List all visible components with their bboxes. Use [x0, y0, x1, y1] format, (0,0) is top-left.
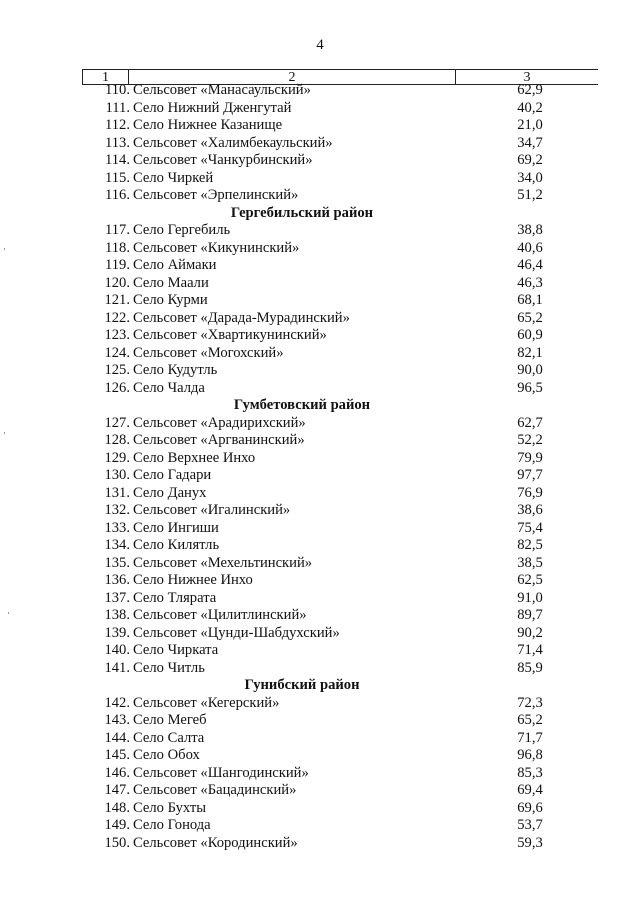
row-number: 121. [104, 292, 130, 308]
row-number: 142. [104, 694, 130, 711]
row-value: 34,0 [517, 169, 543, 186]
row-value: 71,7 [517, 729, 543, 746]
row-number: 137. [104, 589, 130, 606]
row-value: 85,9 [517, 659, 543, 676]
settlement-name: Село Аймаки [133, 257, 217, 273]
settlement-name: Сельсовет «Могохский» [133, 344, 284, 361]
row-value: 65,2 [517, 712, 543, 728]
row-value: 90,2 [517, 624, 543, 641]
scan-speck [8, 612, 9, 614]
column-header-3: 3 [456, 70, 599, 85]
district-heading: Гунибский район [244, 677, 360, 693]
table-row [82, 100, 598, 118]
row-value: 90,0 [517, 362, 543, 378]
table-row [82, 82, 598, 100]
row-number: 143. [104, 712, 130, 728]
district-heading: Гергебильский район [230, 204, 374, 221]
settlement-name: Село Бухты [133, 799, 207, 816]
row-value: 68,1 [517, 292, 543, 308]
settlement-name: Село Килятль [133, 537, 220, 553]
settlement-name: Сельсовет «Эрпелинский» [133, 187, 299, 203]
row-value: 72,3 [517, 694, 543, 711]
settlement-name: Сельсовет «Мехельтинский» [133, 554, 313, 571]
row-value: 91,0 [517, 589, 543, 606]
settlement-name: Село Читль [133, 659, 205, 676]
table-row [82, 310, 598, 328]
row-number: 110. [105, 82, 130, 98]
row-number: 125. [104, 362, 130, 378]
row-value: 96,5 [517, 379, 543, 396]
row-number: 141. [104, 659, 130, 676]
table-row [82, 642, 598, 660]
row-number: 119. [105, 257, 130, 273]
settlement-name: Сельсовет «Кегерский» [133, 694, 280, 711]
settlement-name: Село Мегеб [133, 712, 207, 728]
row-number: 118. [105, 239, 130, 256]
settlement-name: Сельсовет «Аргванинский» [133, 432, 305, 448]
row-number: 115. [105, 169, 130, 186]
row-number: 124. [104, 344, 130, 361]
table-row [82, 782, 598, 800]
table-row [82, 345, 598, 363]
row-number: 111. [105, 99, 130, 116]
row-number: 113. [105, 134, 130, 151]
row-number: 112. [105, 117, 130, 133]
row-value: 21,0 [517, 117, 543, 133]
settlement-name: Село Чиркей [133, 169, 214, 186]
settlement-table-body [82, 82, 598, 852]
settlement-name: Село Тлярата [133, 589, 217, 606]
row-value: 34,7 [517, 134, 543, 151]
row-value: 46,4 [517, 257, 543, 273]
table-row [82, 135, 598, 153]
settlement-name: Село Нижнее Казанище [133, 117, 283, 133]
settlement-name: Сельсовет «Цунди-Шабдухский» [133, 624, 340, 641]
table-row [82, 450, 598, 468]
table-row [82, 660, 598, 678]
table-row [82, 362, 598, 380]
row-value: 62,5 [517, 572, 543, 588]
settlement-name: Сельсовет «Шангодинский» [133, 764, 309, 781]
table-row [82, 222, 598, 240]
table-row [82, 572, 598, 590]
row-number: 120. [104, 274, 130, 291]
row-value: 69,4 [517, 782, 543, 798]
row-number: 116. [105, 187, 130, 203]
row-value: 38,6 [517, 502, 543, 518]
row-value: 38,8 [517, 222, 543, 238]
row-value: 59,3 [517, 834, 543, 851]
settlement-name: Село Кудутль [133, 362, 218, 378]
row-number: 131. [104, 484, 130, 501]
settlement-name: Сельсовет «Манасаульский» [133, 82, 311, 98]
row-value: 62,9 [517, 82, 543, 98]
row-value: 85,3 [517, 764, 543, 781]
row-value: 69,2 [517, 152, 543, 168]
column-header-1: 1 [83, 70, 129, 85]
scan-speck [4, 248, 5, 250]
row-number: 127. [104, 414, 130, 431]
settlement-name: Село Нижнее Инхо [133, 572, 253, 588]
row-number: 146. [104, 764, 130, 781]
table-row [82, 555, 598, 573]
settlement-name: Село Гонода [133, 817, 211, 833]
table-row [82, 485, 598, 503]
table-row [82, 800, 598, 818]
table-row [82, 590, 598, 608]
settlement-name: Село Верхнее Инхо [133, 449, 256, 466]
table-row [82, 467, 598, 485]
table-row [82, 537, 598, 555]
settlement-name: Село Салта [133, 729, 205, 746]
table-row [82, 380, 598, 398]
row-value: 96,8 [517, 747, 543, 763]
table-row [82, 817, 598, 835]
district-heading: Гумбетовский район [233, 397, 371, 413]
settlement-name: Сельсовет «Хвартикунинский» [133, 327, 327, 343]
row-number: 114. [105, 152, 130, 168]
table-row [82, 765, 598, 783]
row-number: 139. [104, 624, 130, 641]
table-row [82, 292, 598, 310]
settlement-name: Сельсовет «Игалинский» [133, 502, 291, 518]
settlement-name: Сельсовет «Дарада-Мурадинский» [133, 309, 350, 326]
row-value: 89,7 [517, 607, 543, 623]
table-row [82, 625, 598, 643]
row-value: 38,5 [517, 554, 543, 571]
row-number: 150. [104, 834, 130, 851]
settlement-name: Сельсовет «Халимбекаульский» [133, 134, 333, 151]
row-value: 62,7 [517, 414, 543, 431]
row-value: 53,7 [517, 817, 543, 833]
column-header-2: 2 [129, 70, 456, 85]
row-number: 128. [104, 432, 130, 448]
table-row [82, 712, 598, 730]
row-value: 65,2 [517, 309, 543, 326]
row-value: 40,6 [517, 239, 543, 256]
settlement-name: Село Гадари [133, 467, 212, 483]
row-value: 71,4 [517, 642, 543, 658]
row-number: 136. [104, 572, 130, 588]
row-number: 149. [104, 817, 130, 833]
row-number: 117. [105, 222, 130, 238]
settlement-name: Село Маали [133, 274, 209, 291]
row-value: 97,7 [517, 467, 543, 483]
settlement-name: Село Данух [133, 484, 207, 501]
row-value: 40,2 [517, 99, 543, 116]
table-row [82, 257, 598, 275]
row-value: 51,2 [517, 187, 543, 203]
table-row [82, 520, 598, 538]
scan-speck [4, 432, 5, 434]
row-value: 75,4 [517, 519, 543, 536]
row-number: 135. [104, 554, 130, 571]
row-number: 145. [104, 747, 130, 763]
row-value: 60,9 [517, 327, 543, 343]
row-number: 134. [104, 537, 130, 553]
settlement-name: Сельсовет «Кикунинский» [133, 239, 300, 256]
settlement-name: Село Обох [133, 747, 200, 763]
row-number: 144. [104, 729, 130, 746]
table-row [82, 607, 598, 625]
table-row [82, 432, 598, 450]
table-row [82, 152, 598, 170]
row-number: 148. [104, 799, 130, 816]
table-row [82, 117, 598, 135]
row-value: 69,6 [517, 799, 543, 816]
table-row [82, 695, 598, 713]
settlement-name: Село Чалда [133, 379, 205, 396]
table-row [82, 187, 598, 205]
table-row [82, 327, 598, 345]
table-row [82, 502, 598, 520]
table-row [82, 415, 598, 433]
row-value: 82,1 [517, 344, 543, 361]
settlement-name: Сельсовет «Чанкурбинский» [133, 152, 313, 168]
row-number: 129. [104, 449, 130, 466]
row-number: 138. [104, 607, 130, 623]
row-number: 133. [104, 519, 130, 536]
row-value: 76,9 [517, 484, 543, 501]
row-number: 130. [104, 467, 130, 483]
settlement-name: Сельсовет «Бацадинский» [133, 782, 297, 798]
table-row [82, 275, 598, 293]
row-value: 52,2 [517, 432, 543, 448]
row-value: 82,5 [517, 537, 543, 553]
settlement-name: Сельсовет «Кородинский» [133, 834, 298, 851]
row-number: 140. [104, 642, 130, 658]
settlement-name: Село Нижний Дженгутай [133, 99, 292, 116]
settlement-name: Село Ингиши [133, 519, 219, 536]
table-row [82, 170, 598, 188]
table-row [82, 747, 598, 765]
settlement-name: Село Чирката [133, 642, 219, 658]
settlement-name: Село Гергебиль [133, 222, 231, 238]
table-row [82, 240, 598, 258]
table-row [82, 730, 598, 748]
settlement-name: Село Курми [133, 292, 208, 308]
row-value: 46,3 [517, 274, 543, 291]
row-number: 132. [104, 502, 130, 518]
table-row [82, 835, 598, 853]
settlement-name: Сельсовет «Цилитлинский» [133, 607, 307, 623]
row-number: 123. [104, 327, 130, 343]
page-number: 4 [316, 37, 324, 53]
settlement-name: Сельсовет «Арадирихский» [133, 414, 306, 431]
row-number: 126. [104, 379, 130, 396]
row-number: 147. [104, 782, 130, 798]
row-value: 79,9 [517, 449, 543, 466]
row-number: 122. [104, 309, 130, 326]
